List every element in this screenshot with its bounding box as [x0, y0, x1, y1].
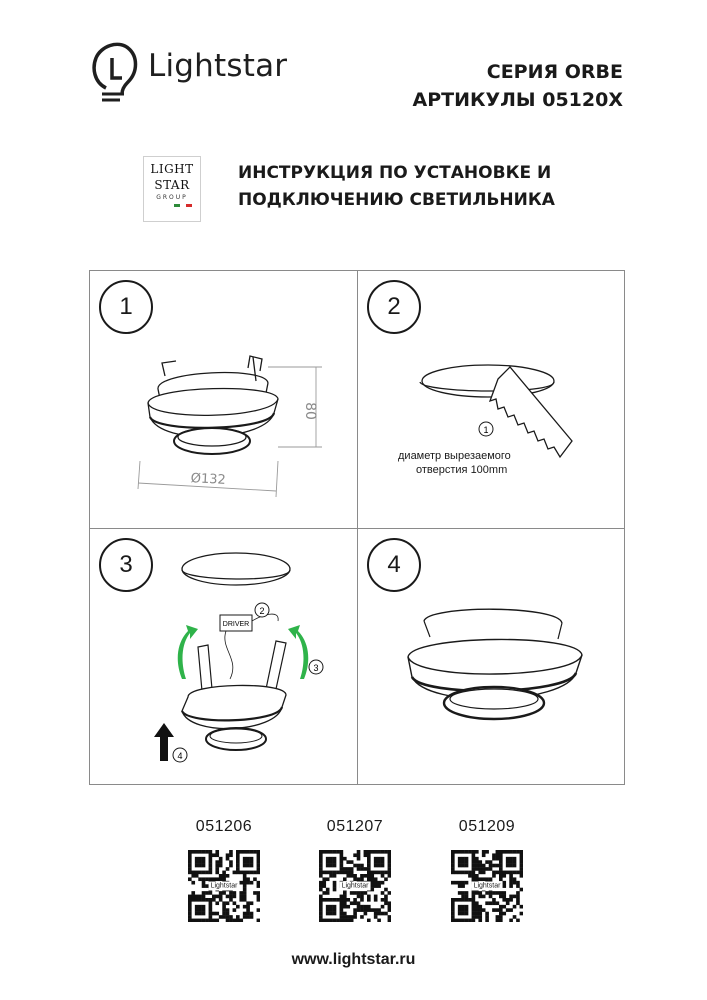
qr-code-icon[interactable] [451, 850, 523, 922]
steps-grid [89, 270, 625, 785]
group-logo-line2: STAR [154, 178, 190, 192]
brand-name: Lightstar [148, 48, 288, 84]
qr-code-icon[interactable] [319, 850, 391, 922]
group-logo-line3: GROUP [156, 194, 188, 201]
cutout-caption [398, 449, 511, 477]
step-3-panel [90, 529, 357, 786]
qr-brand-label: Lightstar [210, 882, 238, 890]
qr-brand-label: Lightstar [341, 882, 369, 890]
step-3-marker-3: 3 [313, 663, 319, 673]
article-051206 [164, 818, 284, 922]
step-1-panel [90, 271, 357, 528]
qr-brand-label: Lightstar [473, 882, 501, 890]
ceiling-cutout-drawing [358, 271, 625, 528]
step-2-panel [358, 271, 625, 528]
series-title: СЕРИЯ ORBE [486, 61, 623, 83]
title-line2: ПОДКЛЮЧЕНИЮ СВЕТИЛЬНИКА [238, 190, 555, 210]
italian-flag-icon [174, 204, 192, 207]
website-link[interactable]: www.lightstar.ru [291, 951, 416, 968]
bulb-logo-icon [88, 38, 148, 108]
step-3-marker-2: 2 [259, 606, 265, 616]
dimension-height-label: 80 [302, 402, 318, 420]
article-code: 051206 [195, 818, 253, 835]
brand-logo [88, 38, 328, 108]
instruction-title [238, 160, 555, 214]
driver-label: DRIVER [222, 621, 250, 628]
step-4-panel [358, 529, 625, 786]
cutout-caption-line2: отверстия 100mm [416, 464, 508, 476]
group-logo-line1: LIGHT [150, 162, 194, 176]
step-2-marker: 1 [483, 425, 489, 435]
cutout-caption-line1: диаметр вырезаемого [398, 450, 511, 462]
rotate-up-arrow-left-icon [178, 625, 198, 679]
article-code: 051209 [458, 818, 516, 835]
article-051209 [427, 818, 547, 922]
qr-code-icon[interactable] [188, 850, 260, 922]
article-code: 051207 [326, 818, 384, 835]
step-3-number: 3 [99, 538, 153, 592]
step-1-number: 1 [99, 280, 153, 334]
series-block [412, 58, 623, 114]
push-up-arrow-icon [154, 723, 174, 761]
step-4-number: 4 [367, 538, 421, 592]
articles-title: АРТИКУЛЫ 05120X [412, 89, 623, 111]
step-3-marker-4: 4 [177, 751, 183, 761]
installed-fixture-drawing [358, 529, 625, 786]
step-2-number: 2 [367, 280, 421, 334]
mounting-drawing [90, 529, 357, 786]
rotate-up-arrow-right-icon [288, 625, 308, 679]
dimension-diameter-label: Ø132 [190, 471, 227, 488]
title-line1: ИНСТРУКЦИЯ ПО УСТАНОВКЕ И [238, 163, 552, 183]
article-051207 [295, 818, 415, 922]
fixture-dimensions-drawing [90, 271, 357, 528]
lightstar-group-logo [143, 156, 201, 222]
